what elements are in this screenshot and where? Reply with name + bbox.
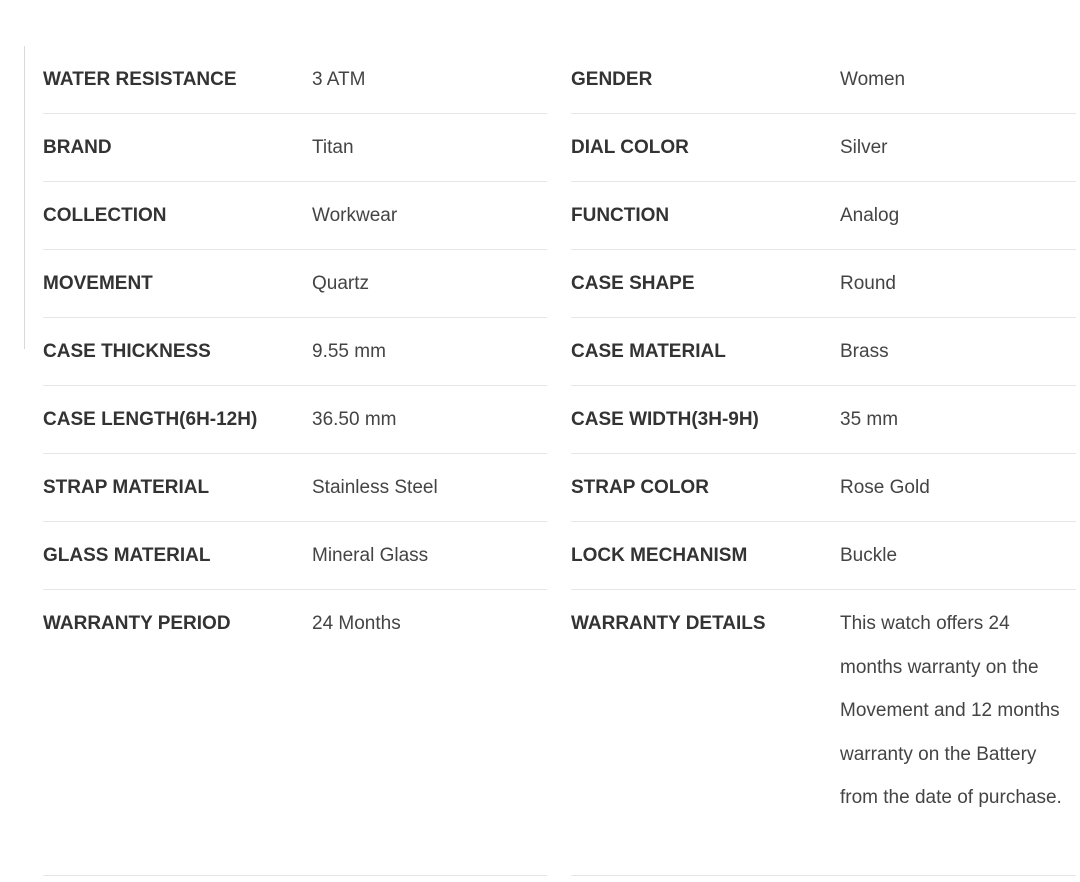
spec-row-case-shape [571, 250, 1076, 318]
spec-row-strap-color [571, 454, 1076, 522]
spec-row-collection [43, 182, 547, 250]
spec-value: Mineral Glass [312, 545, 429, 566]
spec-row-case-length [43, 386, 547, 454]
left-divider [24, 46, 25, 349]
specs-column-right [571, 46, 1076, 876]
spec-label: CASE THICKNESS [43, 341, 211, 362]
spec-row-water-resistance [43, 46, 547, 114]
spec-row-warranty-period [43, 590, 547, 876]
warranty-details-text: This watch offers 24 months warranty on the Movement and 12 months warranty on the Battery from the date of purchase. [840, 613, 1062, 809]
spec-label: CASE SHAPE [571, 273, 695, 294]
spec-label: COLLECTION [43, 205, 167, 226]
spec-value: Quartz [312, 273, 370, 294]
spec-label: CASE LENGTH(6H-12H) [43, 409, 258, 430]
spec-row-glass-material [43, 522, 547, 590]
spec-row-movement [43, 250, 547, 318]
spec-row-case-width [571, 386, 1076, 454]
spec-label: LOCK MECHANISM [571, 545, 748, 566]
spec-row-function [571, 182, 1076, 250]
spec-value: Silver [840, 137, 888, 158]
spec-row-brand [43, 114, 547, 182]
spec-value: Analog [840, 205, 900, 226]
spec-value: 3 ATM [312, 69, 366, 90]
spec-value: 36.50 mm [312, 409, 397, 430]
spec-row-case-material [571, 318, 1076, 386]
spec-row-warranty-details [571, 590, 1076, 876]
spec-value: Stainless Steel [312, 477, 438, 498]
spec-label: BRAND [43, 137, 112, 158]
spec-value: 35 mm [840, 409, 899, 430]
spec-row-gender [571, 46, 1076, 114]
spec-row-case-thickness [43, 318, 547, 386]
spec-label: WARRANTY PERIOD [43, 613, 231, 634]
spec-label: CASE MATERIAL [571, 341, 726, 362]
spec-row-strap-material [43, 454, 547, 522]
spec-label: WARRANTY DETAILS [571, 613, 766, 634]
spec-label: MOVEMENT [43, 273, 153, 294]
spec-label: GENDER [571, 69, 653, 90]
spec-label: DIAL COLOR [571, 137, 689, 158]
spec-value: 9.55 mm [312, 341, 386, 362]
spec-label: WATER RESISTANCE [43, 69, 237, 90]
spec-label: GLASS MATERIAL [43, 545, 211, 566]
spec-label: STRAP COLOR [571, 477, 709, 498]
spec-value: Buckle [840, 545, 898, 566]
spec-value: Titan [312, 137, 354, 158]
spec-value: 24 Months [312, 613, 401, 634]
spec-row-lock-mechanism [571, 522, 1076, 590]
spec-label: CASE WIDTH(3H-9H) [571, 409, 759, 430]
specs-column-left [43, 46, 547, 876]
spec-value: Round [840, 273, 896, 294]
spec-value: Brass [840, 341, 889, 362]
spec-label: FUNCTION [571, 205, 670, 226]
spec-value: Workwear [312, 205, 398, 226]
spec-label: STRAP MATERIAL [43, 477, 210, 498]
spec-value: Rose Gold [840, 477, 930, 498]
spec-value: Women [840, 69, 906, 90]
spec-row-dial-color [571, 114, 1076, 182]
